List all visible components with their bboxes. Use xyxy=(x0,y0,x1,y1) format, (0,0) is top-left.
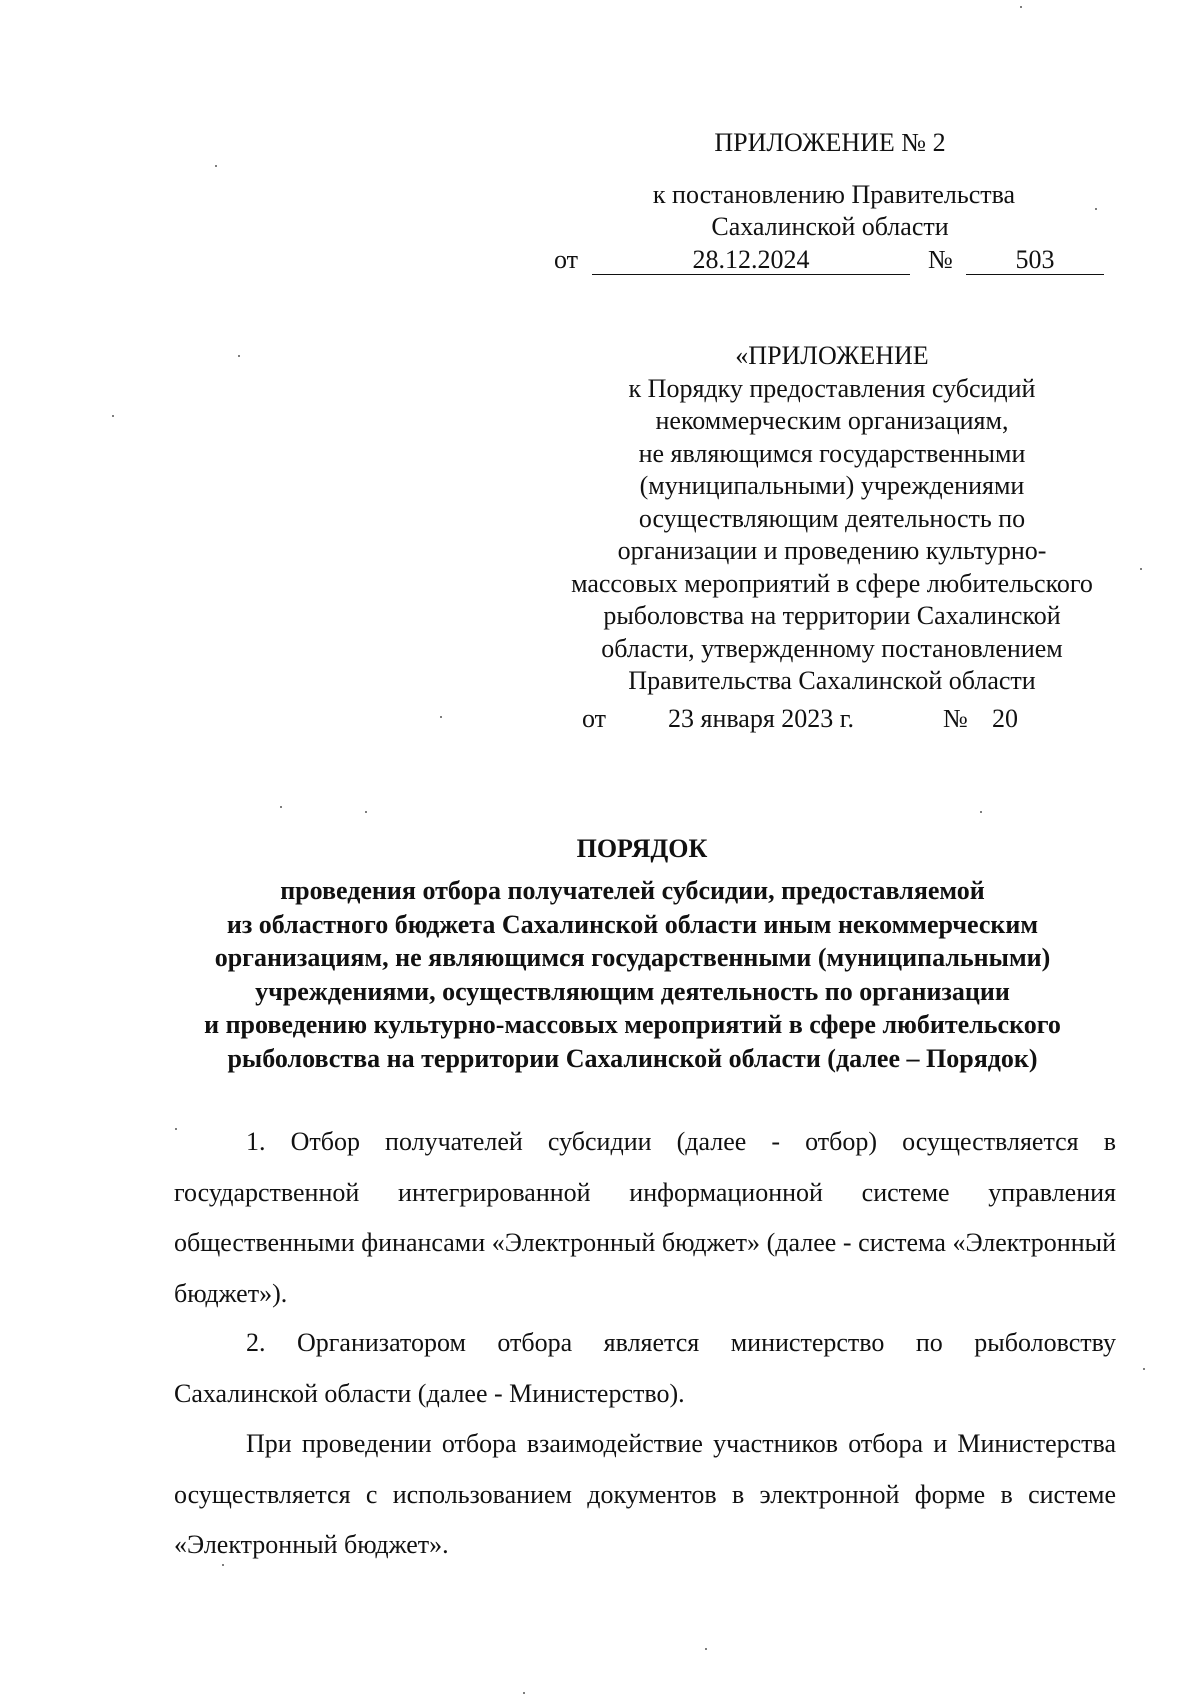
order-appendix-date: 23 января 2023 г. xyxy=(668,704,855,733)
subtitle-line: организациям, не являющимся государственными (муниципальными) xyxy=(214,943,1051,972)
decree-from-label: от xyxy=(554,245,579,274)
scan-speck xyxy=(222,1564,224,1566)
subtitle-line: проведения отбора получателей субсидии, предоставляемой xyxy=(280,876,985,905)
order-appendix-from-label: от xyxy=(582,704,607,733)
decree-date: 28.12.2024 xyxy=(592,244,910,275)
order-appendix-block xyxy=(542,340,1122,698)
order-appendix-line: рыболовства на территории Сахалинской xyxy=(603,601,1061,630)
scan-speck xyxy=(1143,1368,1145,1370)
scan-speck xyxy=(705,1648,707,1650)
appendix-title: ПРИЛОЖЕНИЕ № 2 xyxy=(714,128,946,157)
order-appendix-line: «ПРИЛОЖЕНИЕ xyxy=(735,341,929,370)
order-appendix-line: области, утвержденному постановлением xyxy=(601,633,1063,663)
subtitle-line: учреждениями, осуществляющим деятельность по организации xyxy=(255,976,1010,1006)
decree-reference-line1: к постановлению Правительства xyxy=(652,180,1016,209)
paragraph-2: 2. Организатором отбора является министерство по рыболовству Сахалинской области (далее - Министерство). xyxy=(174,1328,1116,1408)
subtitle-line: и проведению культурно-массовых мероприятий в сфере любительского xyxy=(204,1010,1061,1039)
scan-speck xyxy=(980,811,982,813)
order-appendix-line: не являющимся государственными xyxy=(638,438,1026,468)
paragraph-1: 1. Отбор получателей субсидии (далее - отбор) осуществляется в государственной интегрированной информационной системе управления общественными финансами «Электронный бюджет» (далее - система «Электронный бюджет»). xyxy=(174,1127,1116,1308)
scan-speck xyxy=(365,811,367,813)
document-subtitle xyxy=(160,874,1105,1075)
decree-reference-line2: Сахалинской области xyxy=(711,212,949,241)
order-appendix-line: Правительства Сахалинской области xyxy=(628,666,1036,695)
order-appendix-line: массовых мероприятий в сфере любительского xyxy=(571,568,1093,598)
scan-speck xyxy=(1095,208,1097,210)
scan-speck xyxy=(215,165,217,167)
order-appendix-number: 20 xyxy=(992,704,1018,733)
order-appendix-line: некоммерческим организациям, xyxy=(655,406,1009,435)
scan-speck xyxy=(523,1692,525,1694)
order-appendix-line: к Порядку предоставления субсидий xyxy=(628,373,1036,403)
order-appendix-number-sign: № xyxy=(943,704,968,733)
order-appendix-line: (муниципальными) учреждениями xyxy=(639,471,1025,500)
order-appendix-line: осуществляющим деятельность по xyxy=(638,503,1026,533)
scan-speck xyxy=(280,806,282,808)
decree-number-sign: № xyxy=(928,245,953,274)
paragraph-3: При проведении отбора взаимодействие участников отбора и Министерства осуществляется с использованием документов в электронной форме в системе «Электронный бюджет». xyxy=(174,1429,1116,1559)
scan-speck xyxy=(1140,568,1142,570)
subtitle-line: из областного бюджета Сахалинской области иным некоммерческим xyxy=(226,909,1039,939)
order-appendix-line: организации и проведению культурно- xyxy=(617,536,1047,565)
subtitle-line: рыболовства на территории Сахалинской области (далее – Порядок) xyxy=(227,1043,1038,1073)
decree-number: 503 xyxy=(966,244,1104,275)
scan-speck xyxy=(440,716,442,718)
scan-speck xyxy=(175,1128,177,1130)
scan-speck xyxy=(238,355,240,357)
document-title: ПОРЯДОК xyxy=(576,834,708,863)
scan-speck xyxy=(112,415,114,417)
scan-speck xyxy=(1020,6,1022,8)
